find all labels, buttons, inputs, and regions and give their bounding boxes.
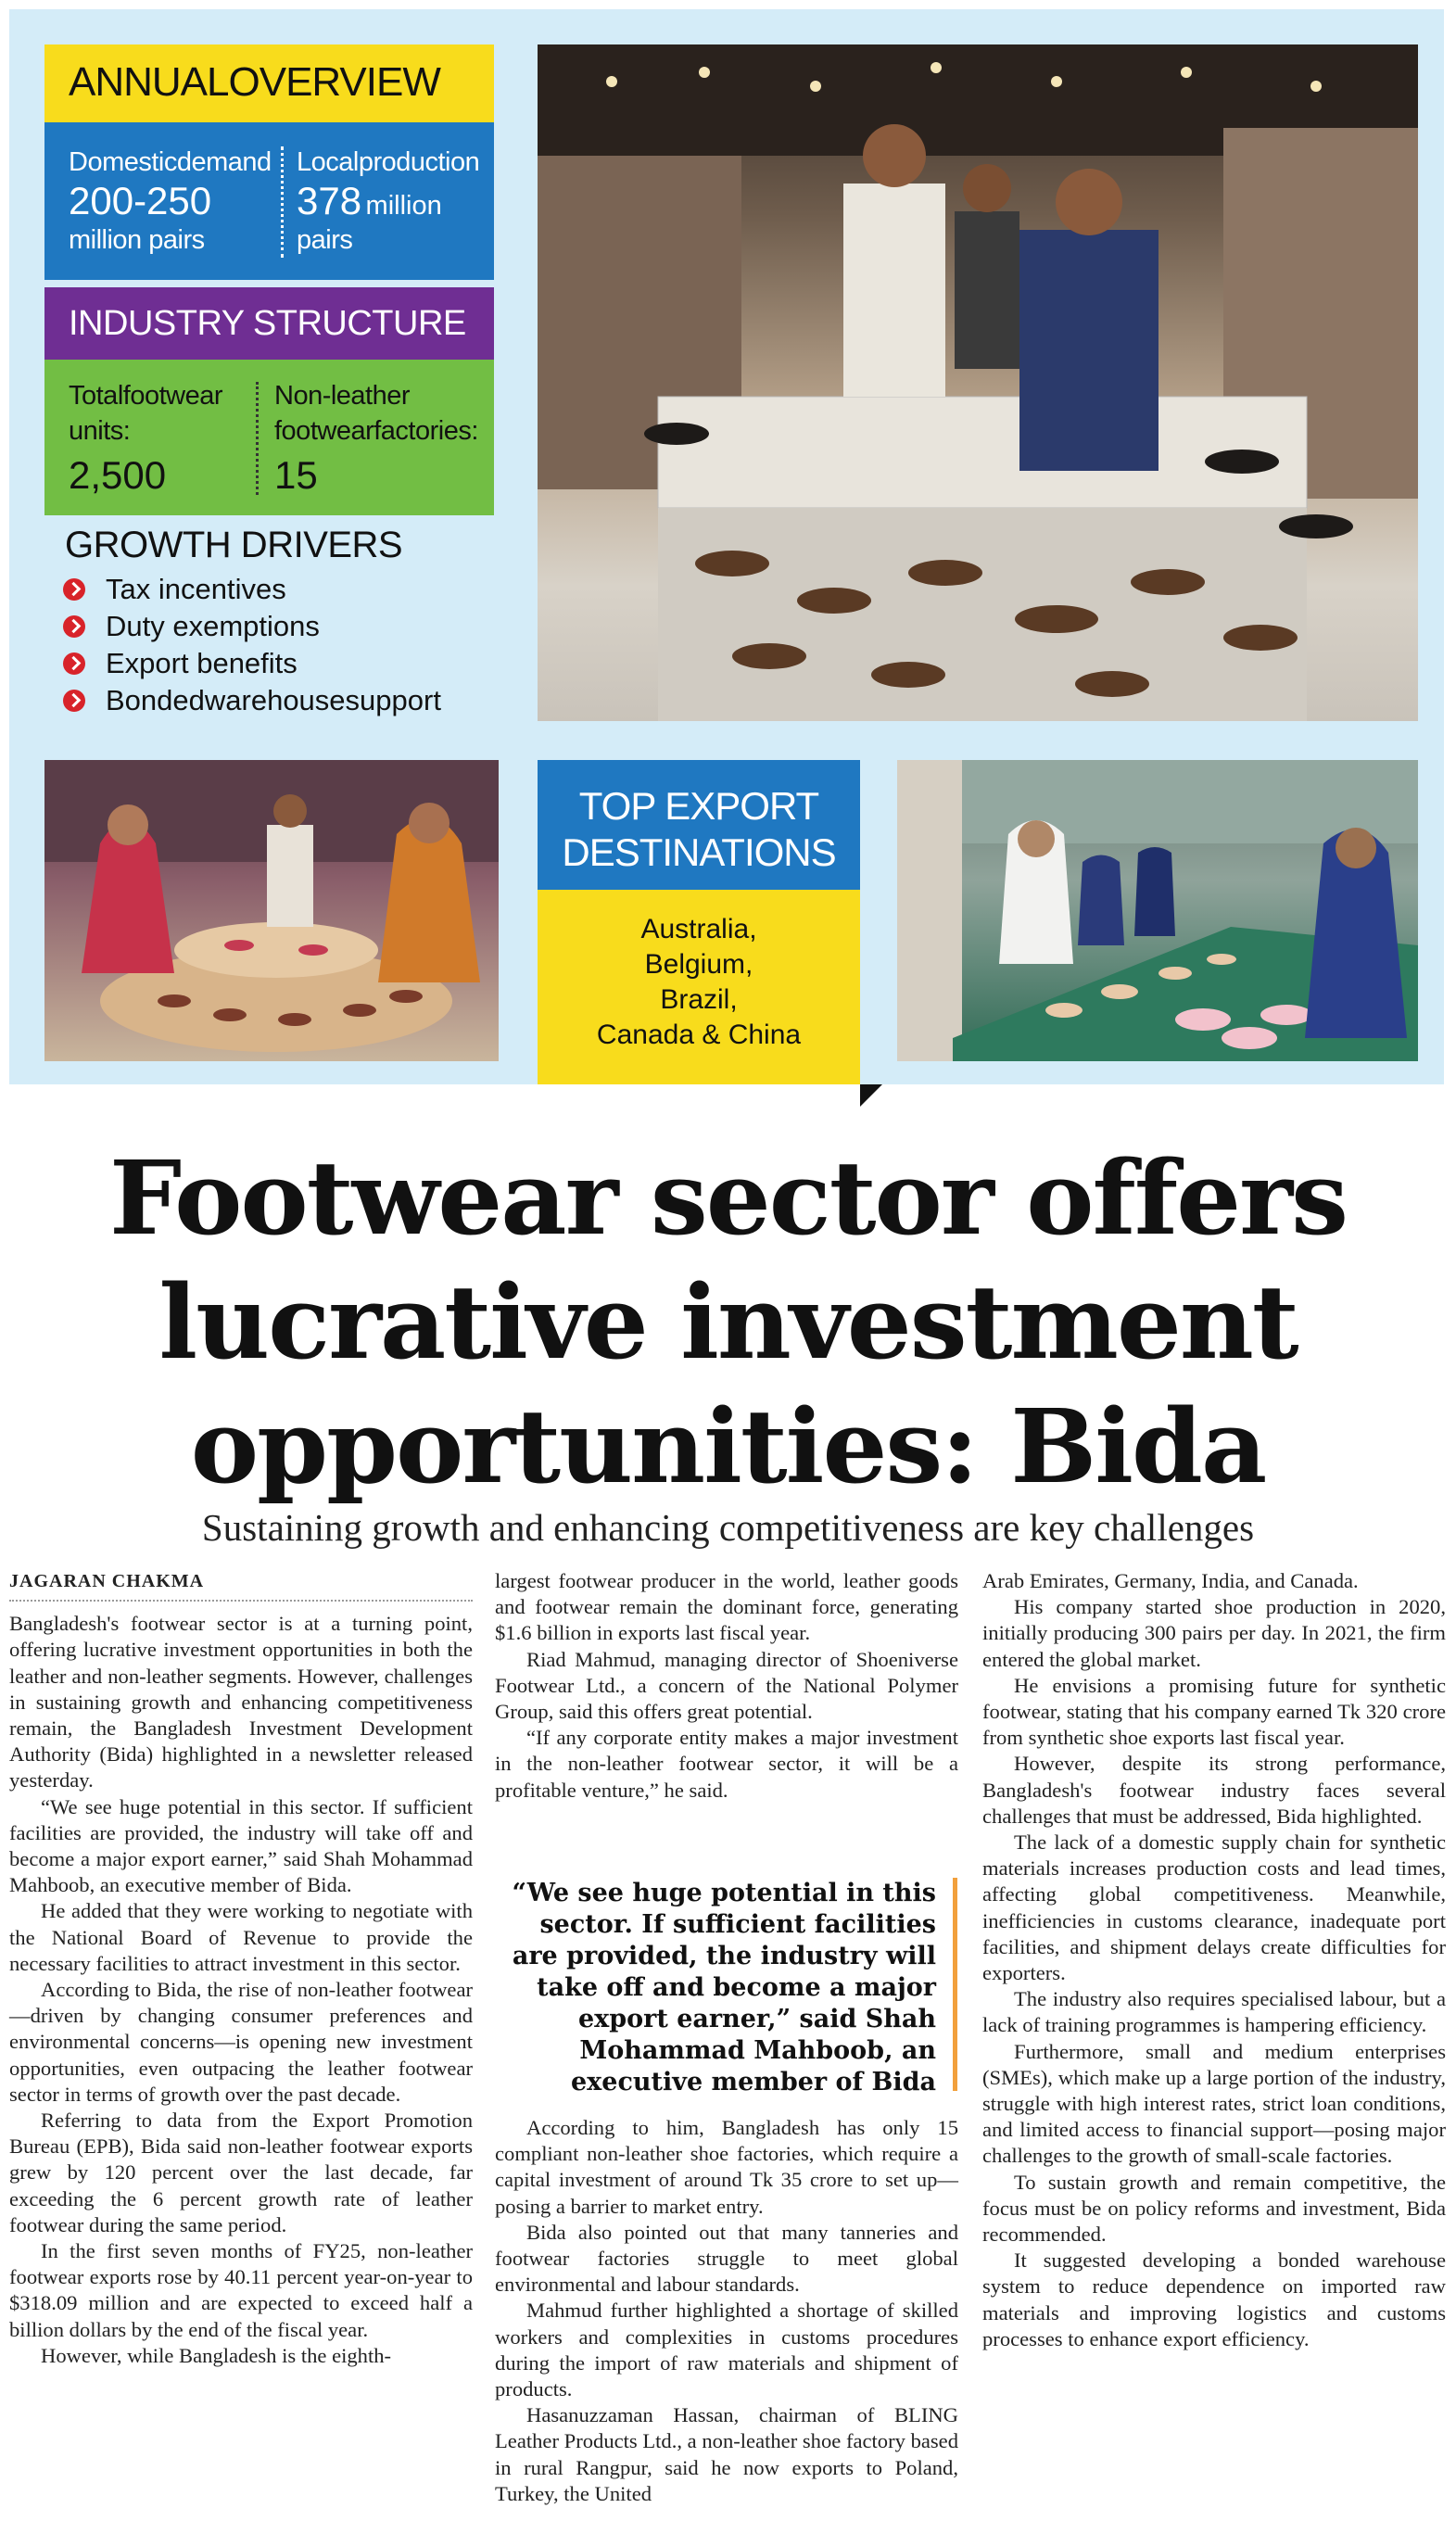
paragraph: He added that they were working to negotiate with the National Board of Revenue to provide the necessary facilities to attract investment in this sector. (9, 1899, 473, 1975)
article-column-1 (9, 1568, 473, 2369)
growth-driver-label: Tax incentives (106, 573, 286, 605)
growth-driver-label: Export benefits (106, 647, 298, 679)
total-units-label-1: Totalfootwear (69, 381, 222, 411)
arrow-icon (63, 578, 85, 601)
list-item (63, 645, 441, 682)
local-production-unit: million (365, 191, 442, 221)
growth-drivers-list (63, 571, 441, 719)
paragraph: “We see huge potential in this sector. If sufficient facilities are provided, the industry will take off and become a major export earner,” said Shah Mohammad Mahboob, an executive member of Bida. (9, 1794, 473, 1897)
total-units-label-2: units: (69, 416, 131, 446)
article-column-3 (982, 1568, 1446, 2352)
paragraph: The lack of a domestic supply chain for synthetic materials increases production costs and lead times, affecting global competitiveness. Meanwhile, inefficiencies in customs clearance, inadequate port facilities, and shipment delays create difficulties for exporters. (982, 1830, 1446, 1985)
paragraph: “If any corporate entity makes a major investment in the non-leather footwear sector, it will be a profitable venture,” he said. (495, 1726, 958, 1802)
arrow-icon (63, 690, 85, 712)
growth-driver-label: Bondedwarehousesupport (106, 684, 441, 716)
paragraph: According to Bida, the rise of non-leather footwear—driven by changing consumer preferences and environmental concerns—is opening new investment opportunities, even outpacing the leather footwear sector in terms of growth over the past decade. (9, 1978, 473, 2106)
non-leather-label-2: footwearfactories: (274, 416, 478, 446)
paragraph: Hasanuzzaman Hassan, chairman of BLING Leather Products Ltd., a non-leather shoe factory based in rural Rangpur, said he now exports to Poland, Turkey, the United (495, 2403, 959, 2505)
shopping-illustration (44, 760, 499, 1061)
export-country-line: Australia, (640, 914, 757, 944)
growth-drivers-title: GROWTH DRIVERS (65, 525, 403, 565)
infographic-box (9, 9, 1444, 1084)
paragraph: Riad Mahmud, managing director of Shoeniverse Footwear Ltd., a concern of the National Polymer Group, said this offers great potential. (495, 1647, 958, 1724)
headline-line-1: Footwear sector offers (108, 1138, 1348, 1258)
export-country-line: Belgium, (644, 949, 753, 980)
top-export-title-1: TOP EXPORT (578, 784, 819, 828)
structure-divider (256, 382, 259, 495)
paragraph: Mahmud further highlighted a shortage of skilled workers and complexities in customs procedures during the import of raw materials and shipment of products. (495, 2299, 958, 2401)
industry-structure-header (44, 287, 494, 360)
paragraph: However, despite its strong performance, Bangladesh's footwear industry faces several challenges that must be addressed, Bida highlighted. (982, 1752, 1446, 1828)
industry-structure-stats (44, 360, 494, 515)
local-production-value-line (297, 180, 442, 222)
headline-line-3: opportunities: Bida (190, 1387, 1266, 1506)
paragraph: Bida also pointed out that many tanneries and footwear factories struggle to meet global environmental and labour standards. (495, 2220, 958, 2297)
byline: JAGARAN CHAKMA (9, 1568, 473, 1602)
top-export-list (538, 890, 860, 1084)
pull-quote-bar (953, 1878, 957, 2091)
export-country-line: Brazil, (660, 984, 738, 1015)
paragraph: His company started shoe production in 2020, initially producing 300 pairs per day. In 2021, the firm entered the global market. (982, 1595, 1446, 1671)
women-shopping-photo (44, 760, 499, 1061)
article-column-2-top (495, 1568, 958, 1804)
growth-driver-label: Duty exemptions (106, 610, 320, 642)
non-leather-value: 15 (274, 453, 318, 497)
paragraph: It suggested developing a bonded warehouse system to reduce dependence on imported raw materials and improving logistics and customs processes to enhance export efficiency. (982, 2248, 1446, 2350)
arrow-icon (63, 652, 85, 675)
paragraph: However, while Bangladesh is the eighth- (41, 2343, 392, 2367)
domestic-demand-label: Domesticdemand (69, 147, 272, 177)
local-production-label: Localproduction (297, 147, 480, 177)
overview-divider (281, 146, 284, 258)
annual-overview-stats (44, 122, 494, 280)
top-export-title-2: DESTINATIONS (562, 830, 836, 874)
paragraph: To sustain growth and remain competitive, the focus must be on policy reforms and investment, Bida recommended. (982, 2170, 1446, 2247)
local-production-unit-2: pairs (297, 225, 353, 255)
annual-overview-header (44, 44, 494, 122)
paragraph: Arab Emirates, Germany, India, and Canada. (982, 1569, 1359, 1592)
export-country-line: Canada & China (596, 1020, 802, 1050)
list-item (63, 571, 441, 608)
industry-structure-title: INDUSTRY STRUCTURE (69, 304, 466, 343)
list-item (63, 608, 441, 645)
article-column-2-bottom (495, 2115, 958, 2507)
paragraph: largest footwear producer in the world, leather goods and footwear remain the dominant force, generating $1.6 billion in exports last fiscal year. (495, 1569, 958, 1645)
paragraph: Furthermore, small and medium enterprises (SMEs), which make up a large portion of the industry, struggle with high interest rates, strict loan conditions, and limited access to financial support—posing major challenges to the growth of small-scale factories. (982, 2039, 1446, 2168)
shoe-store-photo (538, 44, 1418, 721)
arrow-icon (63, 615, 85, 638)
domestic-demand-unit: million pairs (69, 225, 205, 255)
total-units-value: 2,500 (69, 453, 167, 497)
factory-photo (897, 760, 1418, 1061)
annual-overview-title: ANNUALOVERVIEW (69, 59, 440, 105)
domestic-demand-value: 200-250 (69, 179, 212, 222)
non-leather-label-1: Non-leather (274, 381, 411, 411)
paragraph: Referring to data from the Export Promotion Bureau (EPB), Bida said non-leather footwear exports grew by 120 percent over the last decade, far exceeding the 6 percent growth rate of leather footwear during the same period. (9, 2109, 473, 2236)
factory-illustration (897, 760, 1418, 1061)
list-item (63, 682, 441, 719)
paragraph: In the first seven months of FY25, non-leather footwear exports rose by 40.11 percent year-on-year to $318.09 million and are expected to exceed half a billion dollars by the end of the fiscal year. (9, 2239, 473, 2341)
paragraph: Bangladesh's footwear sector is at a turning point, offering lucrative investment opportunities in both the leather and non-leather segments. However, challenges in sustaining growth and enhancing competitiveness remain, the Bangladesh Investment Development Authority (Bida) highlighted in a newsletter released yesterday. (9, 1612, 473, 1792)
paragraph: The industry also requires specialised labour, but a lack of training programmes is hampering efficiency. (982, 1987, 1446, 2037)
paragraph: According to him, Bangladesh has only 15 compliant non-leather shoe factories, which require a capital investment of around Tk 35 crore to set up—posing a barrier to market entry. (495, 2116, 958, 2218)
local-production-value: 378 (297, 179, 362, 222)
pull-quote: “We see huge potential in this sector. If sufficient facilities are provided, the industry will take off and become a major export earner,” said Shah Mohammad Mahboob, an executive member of Bida (512, 1879, 936, 2096)
subheadline: Sustaining growth and enhancing competitiveness are key challenges (201, 1506, 1255, 1549)
callout-pointer (860, 1084, 882, 1107)
paragraph: He envisions a promising future for synthetic footwear, stating that his company earned Tk 320 crore from synthetic shoe exports last fiscal year. (982, 1673, 1446, 1750)
top-export-header (538, 760, 860, 890)
shoe-store-illustration (538, 44, 1418, 721)
headline-line-2: lucrative investment (158, 1262, 1298, 1382)
